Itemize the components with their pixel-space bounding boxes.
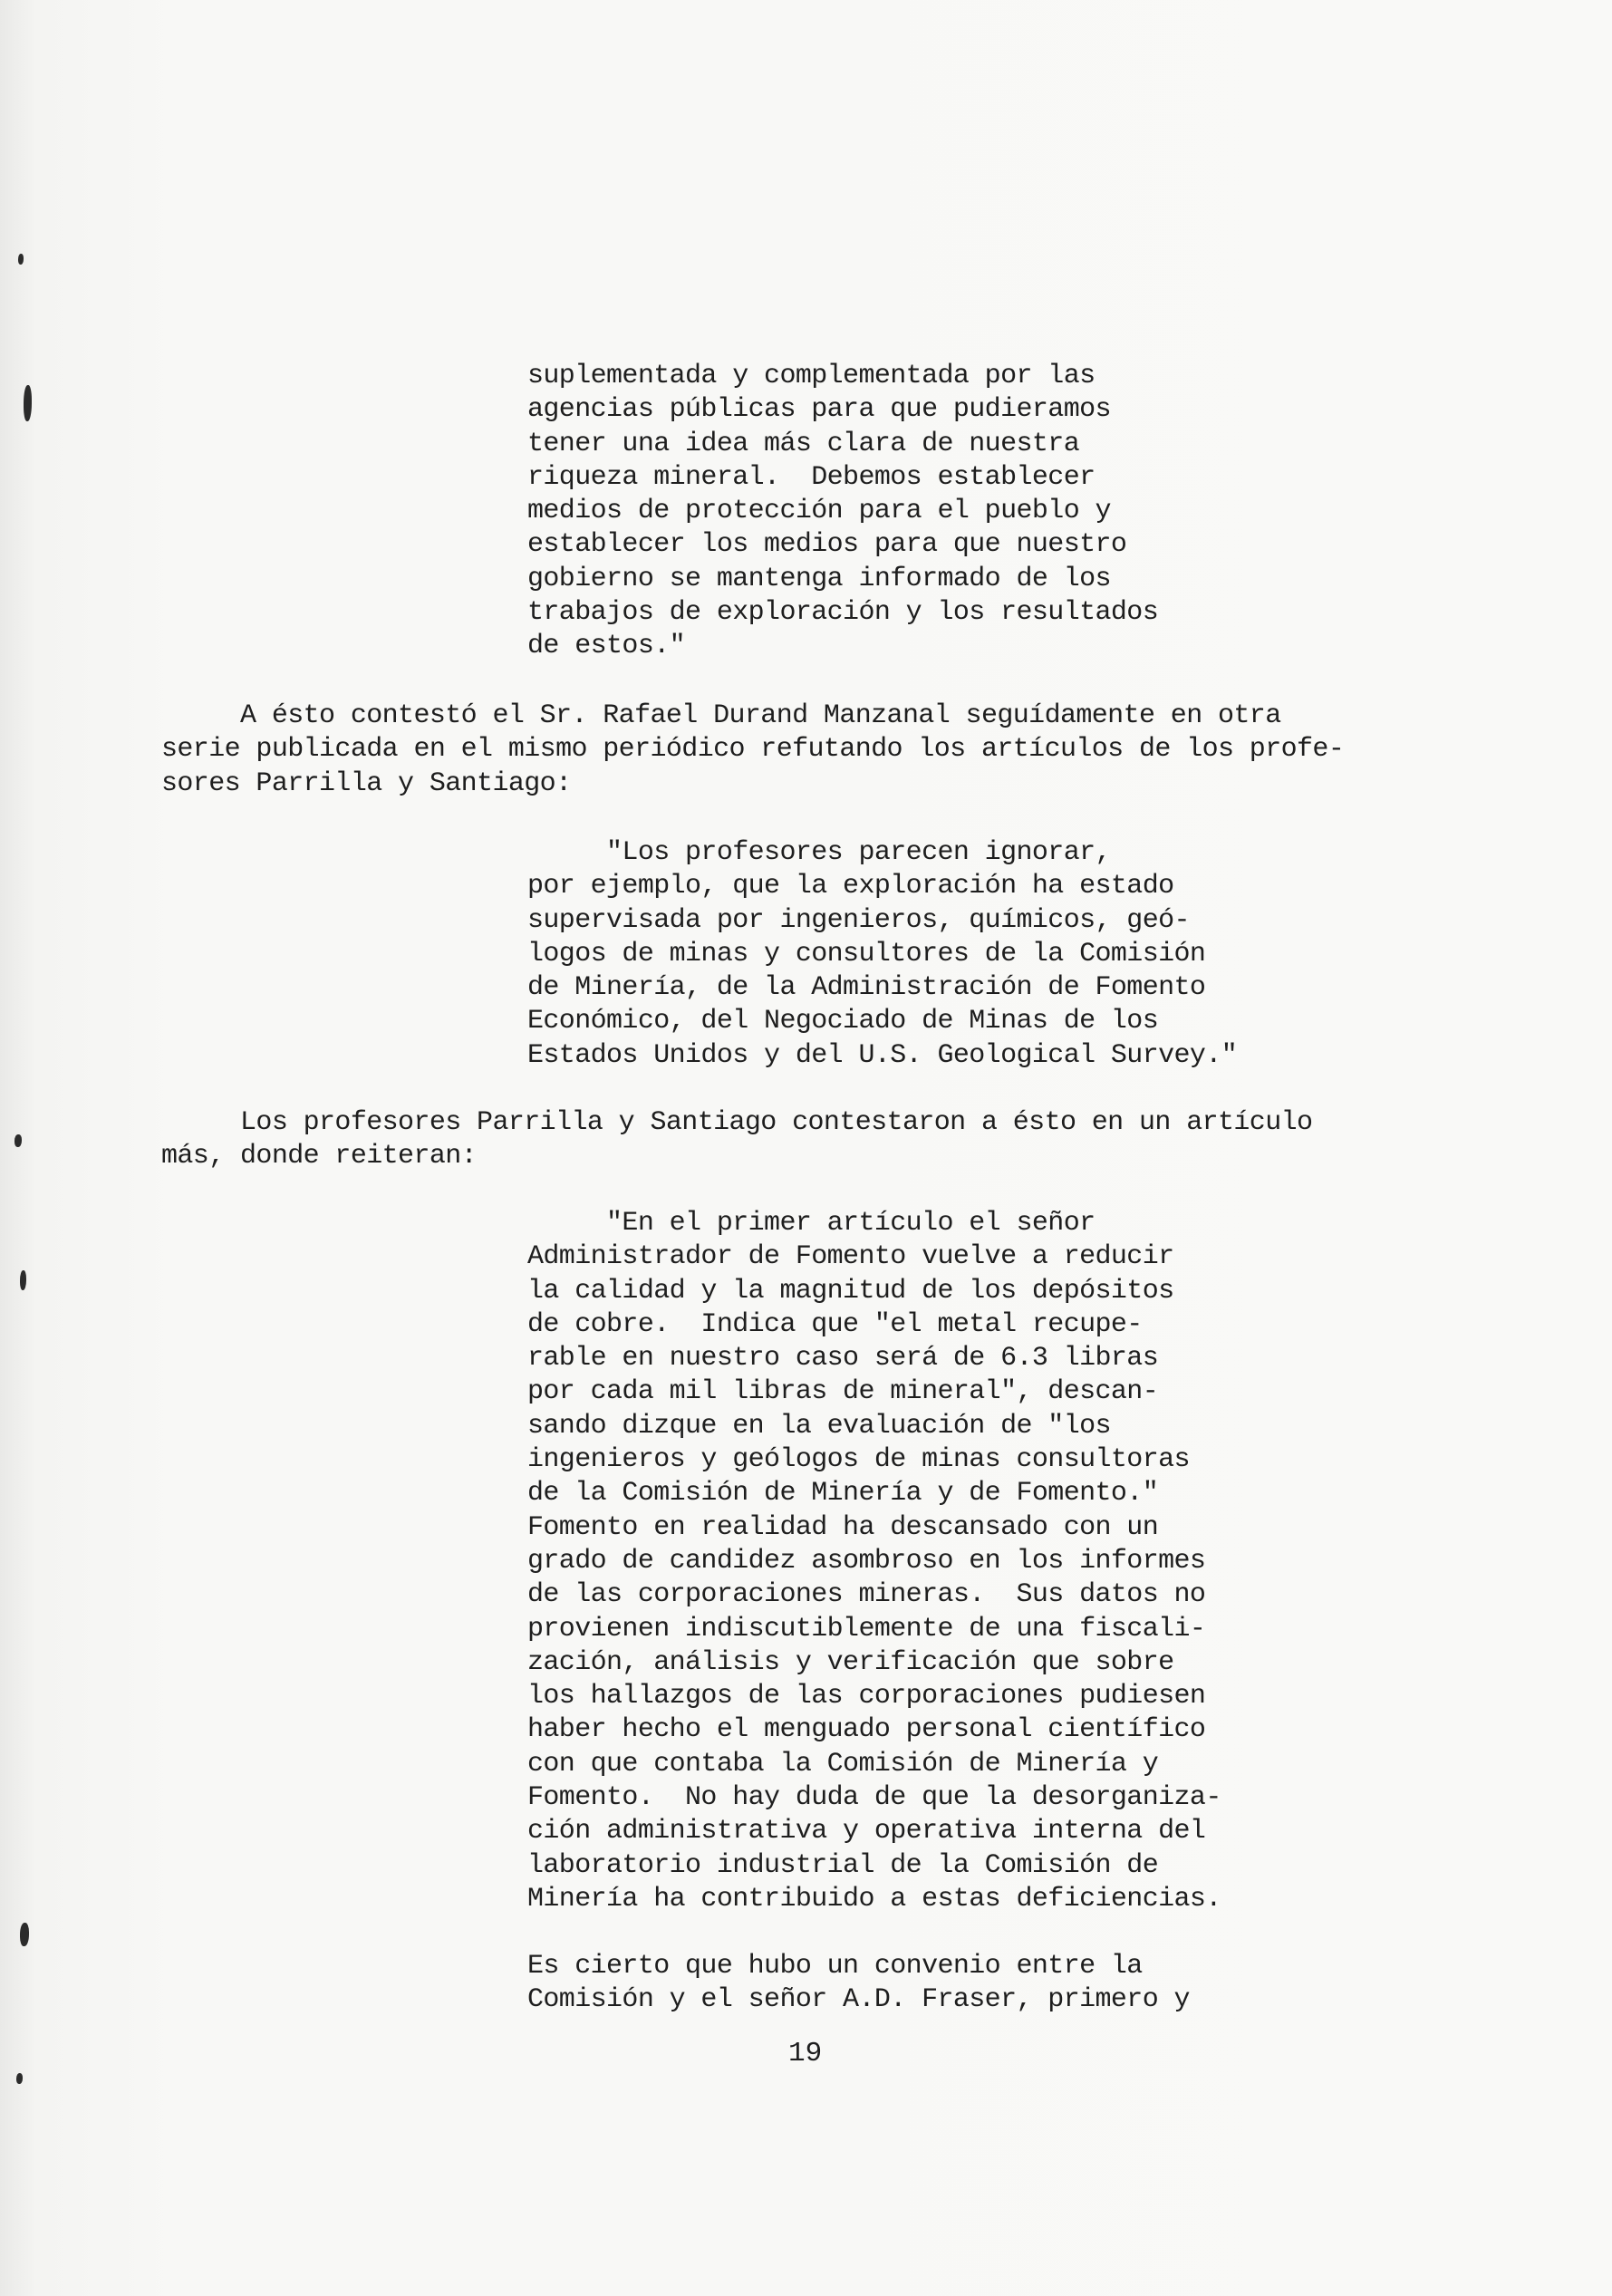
- text-line: de las corporaciones mineras. Sus datos no: [527, 1579, 1206, 1611]
- text-line: Minería ha contribuido a estas deficiencias.: [527, 1883, 1221, 1915]
- text-line: gobierno se mantenga informado de los: [527, 563, 1111, 594]
- text-line: grado de candidez asombroso en los informes: [527, 1545, 1206, 1577]
- text-line: "En el primer artículo el señor: [527, 1208, 1096, 1239]
- text-line: la calidad y la magnitud de los depósitos: [527, 1275, 1174, 1307]
- paragraph-2: [161, 1106, 1312, 1174]
- text-line: Estados Unidos y del U.S. Geological Survey.": [527, 1039, 1238, 1071]
- text-line: Administrador de Fomento vuelve a reducir: [527, 1241, 1174, 1273]
- margin-speck: [20, 1923, 29, 1946]
- text-line: de cobre. Indica que "el metal recupe-: [527, 1308, 1143, 1340]
- text-line: Fomento. No hay duda de que la desorganiza-: [527, 1782, 1221, 1814]
- margin-speck: [20, 1270, 26, 1290]
- text-line: Fomento en realidad ha descansado con un: [527, 1511, 1159, 1543]
- page-number: 19: [788, 2038, 823, 2069]
- text-line: Es cierto que hubo un convenio entre la: [527, 1951, 1143, 1982]
- margin-speck: [16, 2073, 23, 2084]
- text-line: "Los profesores parecen ignorar,: [527, 837, 1111, 868]
- text-line: supervisada por ingenieros, químicos, geó-: [527, 904, 1190, 936]
- text-line: zación, análisis y verificación que sobre: [527, 1646, 1174, 1678]
- text-line: por ejemplo, que la exploración ha estado: [527, 871, 1174, 902]
- paragraph-1: [161, 699, 1344, 801]
- margin-speck: [14, 1134, 22, 1147]
- text-line: tener una idea más clara de nuestra: [527, 428, 1080, 459]
- quote-block-2: [527, 836, 1237, 1073]
- text-line: logos de minas y consultores de la Comisión: [527, 938, 1206, 970]
- text-line: más, donde reiteran:: [161, 1141, 478, 1172]
- quote-block-1: [527, 360, 1158, 664]
- text-line: Comisión y el señor A.D. Fraser, primero y: [527, 1984, 1190, 2016]
- text-line: de la Comisión de Minería y de Fomento.": [527, 1478, 1159, 1510]
- text-line: establecer los medios para que nuestro: [527, 529, 1127, 561]
- text-line: provienen indiscutiblemente de una fiscali-: [527, 1613, 1206, 1645]
- text-line: haber hecho el menguado personal científico: [527, 1714, 1206, 1746]
- text-line: sando dizque en la evaluación de "los: [527, 1410, 1111, 1442]
- text-line: laboratorio industrial de la Comisión de: [527, 1849, 1159, 1881]
- text-line: Económico, del Negociado de Minas de los: [527, 1006, 1159, 1037]
- text-line: suplementada y complementada por las: [527, 361, 1096, 391]
- text-line: Los profesores Parrilla y Santiago contestaron a ésto en un artículo: [161, 1107, 1313, 1138]
- text-line: de Minería, de la Administración de Fomento: [527, 972, 1206, 1004]
- margin-speck: [24, 385, 32, 421]
- quote-block-4: [527, 1950, 1190, 2018]
- text-line: A ésto contestó el Sr. Rafael Durand Manzanal seguídamente en otra: [161, 700, 1281, 731]
- text-line: serie publicada en el mismo periódico refutando los artículos de los profe-: [161, 734, 1345, 766]
- text-line: de estos.": [527, 631, 686, 662]
- text-line: ingenieros y geólogos de minas consultoras: [527, 1444, 1190, 1476]
- quote-block-3: [527, 1207, 1221, 1916]
- text-line: medios de protección para el pueblo y: [527, 496, 1111, 527]
- text-line: rable en nuestro caso será de 6.3 libras: [527, 1343, 1159, 1375]
- text-line: por cada mil libras de mineral", descan-: [527, 1376, 1159, 1408]
- margin-speck: [18, 254, 24, 265]
- text-line: los hallazgos de las corporaciones pudiesen: [527, 1681, 1206, 1712]
- text-line: sores Parrilla y Santiago:: [161, 767, 572, 799]
- text-line: con que contaba la Comisión de Minería y: [527, 1748, 1159, 1780]
- text-line: ción administrativa y operativa interna del: [527, 1816, 1206, 1847]
- text-line: agencias públicas para que pudieramos: [527, 394, 1111, 426]
- text-line: trabajos de exploración y los resultados: [527, 597, 1159, 629]
- text-line: riqueza mineral. Debemos establecer: [527, 461, 1096, 493]
